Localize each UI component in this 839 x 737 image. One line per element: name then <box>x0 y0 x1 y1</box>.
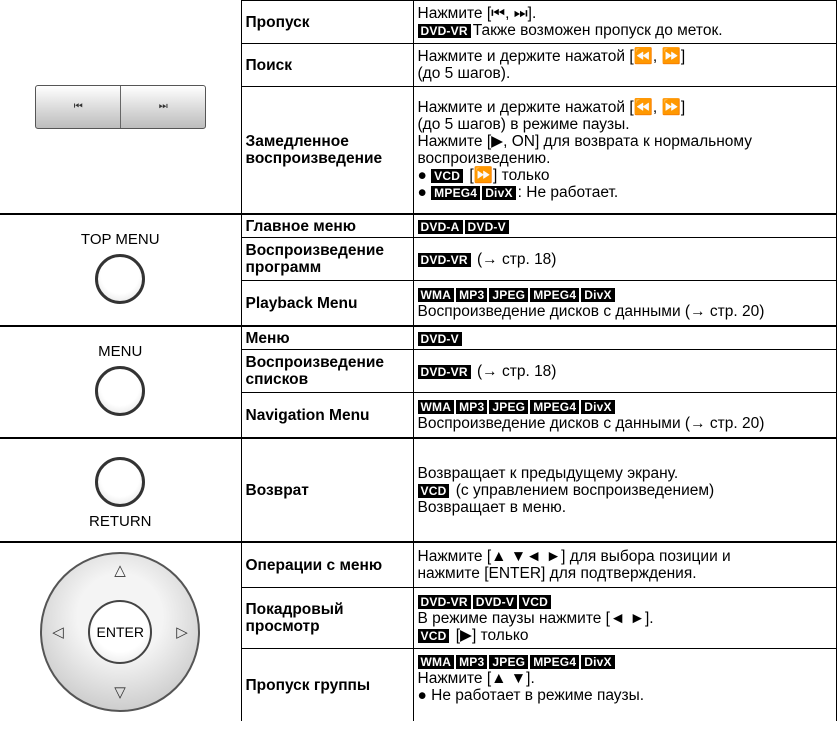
function-name: Поиск <box>241 44 413 87</box>
skip-next-button[interactable]: ⏭ <box>120 86 205 128</box>
desc-line: воспроизведению. <box>417 150 551 167</box>
top-menu-button[interactable] <box>95 254 145 304</box>
function-name: Пропуск <box>241 1 413 44</box>
disc-badge: VCD <box>418 484 450 498</box>
disc-badge: MP3 <box>456 400 487 414</box>
disc-badge: DivX <box>482 186 515 200</box>
desc-line: Нажмите и держите нажатой [⏪, ⏩] <box>417 99 686 116</box>
disc-badge: DVD-VR <box>418 595 471 609</box>
menu-caption: MENU <box>98 342 143 360</box>
disc-badge: MP3 <box>456 655 487 669</box>
up-arrow-icon[interactable]: △ <box>114 562 126 579</box>
desc-line: (с управлением воспроизведением) <box>455 481 715 499</box>
direction-pad <box>40 552 200 712</box>
function-name: Возврат <box>241 438 413 542</box>
row-main-menu <box>0 214 836 238</box>
function-name: Покадровый просмотр <box>241 588 413 649</box>
function-description: Нажмите и держите нажатой [⏪, ⏩] (до 5 шагов) в режиме паузы. Нажмите [▶, ON] для возврата к нормальному воспроизведению. ● VCD [⏩] только ● MPEG4 DivX : Не работает. <box>413 87 836 215</box>
disc-badge: DVD-A <box>418 220 463 234</box>
function-description <box>413 393 836 439</box>
desc-line: ● Не работает в режиме паузы. <box>417 687 645 704</box>
desc-line: (→ стр. 18) <box>477 250 557 268</box>
return-caption: RETURN <box>89 512 152 530</box>
skip-prev-button[interactable]: ⏮ <box>73 101 82 113</box>
function-name: Операции с меню <box>241 542 413 588</box>
enter-button[interactable]: ENTER <box>88 600 152 664</box>
disc-badge: MPEG4 <box>530 655 579 669</box>
left-arrow-icon[interactable]: ◁ <box>52 624 64 641</box>
desc-line: Также возможен пропуск до меток. <box>472 22 723 39</box>
skip-buttons <box>35 85 206 129</box>
disc-badge: DVD-V <box>473 595 517 609</box>
desc-line: Возвращает к предыдущему экрану. <box>417 464 679 482</box>
disc-badge: VCD <box>418 629 450 643</box>
disc-badge: JPEG <box>489 655 528 669</box>
row-skip <box>0 1 836 44</box>
desc-line: (до 5 шагов) в режиме паузы. <box>417 116 630 133</box>
function-description <box>413 438 836 542</box>
function-name: Главное меню <box>241 214 413 238</box>
function-name: Замедленное воспроизведение <box>241 87 413 215</box>
function-name: Navigation Menu <box>241 393 413 439</box>
disc-badge: DivX <box>581 288 614 302</box>
desc-line: Возвращает в меню. <box>417 498 567 516</box>
dpad-cell <box>0 542 241 721</box>
disc-badge: MPEG4 <box>431 186 480 200</box>
disc-badge: JPEG <box>489 400 528 414</box>
desc-line: нажмите [ENTER] для подтверждения. <box>417 565 697 582</box>
function-description <box>413 238 836 281</box>
top-menu-cell <box>0 214 241 326</box>
function-description <box>413 649 836 722</box>
disc-badge: DVD-V <box>465 220 509 234</box>
down-arrow-icon[interactable]: ▽ <box>114 684 126 701</box>
disc-badge: VCD <box>431 169 463 183</box>
disc-badge: DVD-VR <box>418 253 471 267</box>
disc-badge: MPEG4 <box>530 400 579 414</box>
function-description <box>413 44 836 87</box>
desc-line: (до 5 шагов). <box>417 65 511 82</box>
desc-line: Воспроизведение дисков с данными (→ стр. 20) <box>417 303 765 320</box>
desc-line: (→ стр. 18) <box>477 362 557 380</box>
desc-line: В режиме паузы нажмите [◄ ►]. <box>417 609 654 627</box>
right-arrow-icon[interactable]: ▷ <box>176 624 188 641</box>
disc-badge: DVD-VR <box>418 24 471 38</box>
row-menu-operations <box>0 542 836 588</box>
function-description <box>413 588 836 649</box>
disc-badge: WMA <box>418 655 455 669</box>
top-menu-caption: TOP MENU <box>80 230 160 248</box>
desc-line: [▶] только <box>455 626 529 644</box>
desc-line: : Не работает. <box>517 184 619 201</box>
desc-line: Нажмите [▲ ▼]. <box>417 670 535 687</box>
function-description <box>413 214 836 238</box>
disc-badge: WMA <box>418 288 455 302</box>
function-name: Воспроизведение программ <box>241 238 413 281</box>
function-description <box>413 1 836 44</box>
disc-badge: DVD-VR <box>418 365 471 379</box>
menu-button[interactable] <box>95 366 145 416</box>
disc-badge: DivX <box>581 655 614 669</box>
desc-line: [⏩] только <box>469 167 550 184</box>
disc-badge: DVD-V <box>418 332 462 346</box>
disc-badge: WMA <box>418 400 455 414</box>
disc-badge: MPEG4 <box>530 288 579 302</box>
desc-line: Нажмите [⏮, ⏭]. <box>417 5 537 22</box>
desc-line: Воспроизведение дисков с данными (→ стр. 20) <box>417 415 765 432</box>
function-description <box>413 542 836 588</box>
disc-badge: DivX <box>581 400 614 414</box>
desc-line: Нажмите и держите нажатой [⏪, ⏩] <box>417 48 686 65</box>
function-name: Пропуск группы <box>241 649 413 722</box>
disc-badge: VCD <box>519 595 551 609</box>
disc-badge: MP3 <box>456 288 487 302</box>
function-name: Playback Menu <box>241 281 413 327</box>
function-description <box>413 350 836 393</box>
function-name: Воспроизведение списков <box>241 350 413 393</box>
row-return <box>0 438 836 542</box>
skip-buttons-cell <box>0 1 241 215</box>
desc-line: Нажмите [▲ ▼◄ ►] для выбора позиции и <box>417 548 731 565</box>
menu-cell <box>0 326 241 438</box>
row-menu <box>0 326 836 350</box>
function-description <box>413 281 836 327</box>
return-cell <box>0 438 241 542</box>
return-button[interactable] <box>95 457 145 507</box>
desc-line: Нажмите [▶, ON] для возврата к нормальному <box>417 133 752 150</box>
disc-badge: JPEG <box>489 288 528 302</box>
function-description <box>413 326 836 350</box>
function-name: Меню <box>241 326 413 350</box>
